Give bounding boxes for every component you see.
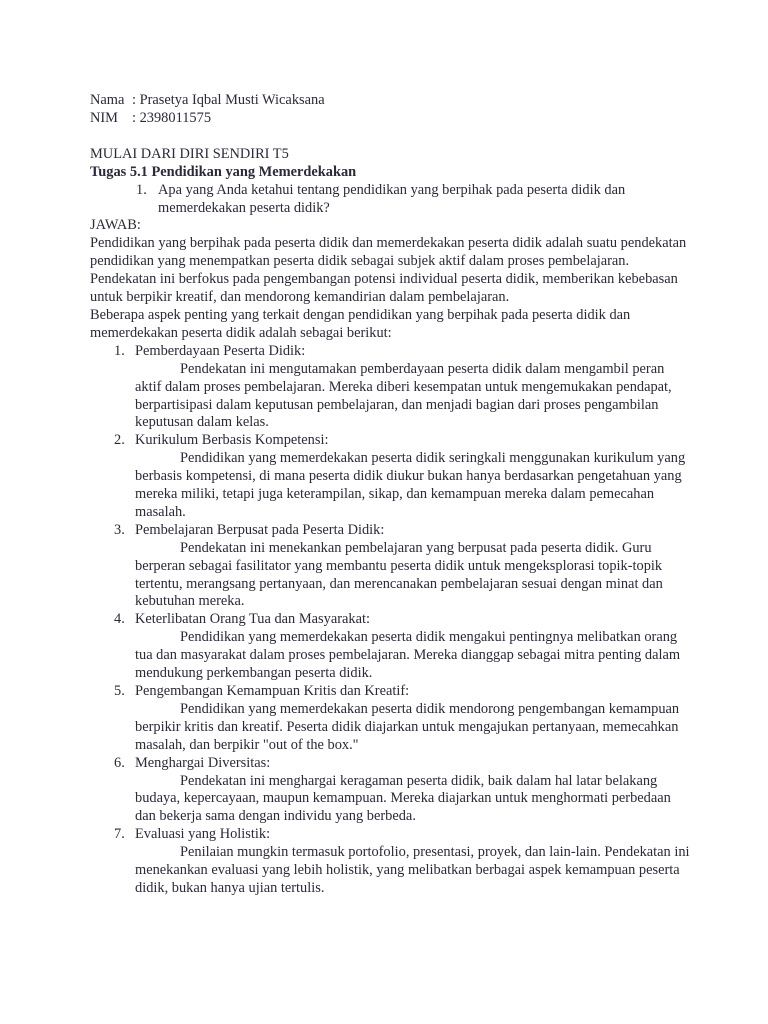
answer-label: JAWAB:: [90, 217, 141, 234]
aspect-number: 2.: [114, 432, 125, 449]
aspect-body: Pendekatan ini menekankan pembelajaran yang berpusat pada peserta didik. Guru berperan sebagai fasilitator yang membantu peserta didik untuk mengeksplorasi topik-topik tertentu, merangsang pertanyaan, dan merencanakan pembelajaran sesuai dengan minat dan kebutuhan mereka.: [135, 539, 663, 610]
name-row: [90, 92, 690, 110]
aspect-item: [90, 611, 690, 683]
aspect-body: Pendekatan ini menghargai keragaman peserta didik, baik dalam hal latar belakang budaya, kepercayaan, maupun kemampuan. Mereka diajarkan untuk menghormati perbedaan dan bekerja sama dengan individu yang berbeda.: [135, 772, 671, 825]
aspect-number: 1.: [114, 342, 125, 359]
name-label: Nama: [90, 92, 125, 108]
aspect-body: Penilaian mungkin termasuk portofolio, presentasi, proyek, dan lain-lain. Pendekatan ini menekankan evaluasi yang lebih holistik, yang melibatkan berbagai aspek kemampuan peserta didik, bukan hanya ujian tertulis.: [135, 844, 690, 896]
aspects-intro: Beberapa aspek penting yang terkait dengan pendidikan yang berpihak pada peserta didik dan memerdekakan peserta didik adalah sebagai berikut:: [90, 306, 631, 341]
question-item: [90, 182, 690, 218]
question-number: 1.: [136, 181, 147, 198]
nim-value: : 2398011575: [132, 109, 212, 126]
aspect-item: [90, 826, 690, 898]
aspect-title: Pengembangan Kemampuan Kritis dan Kreatif:: [135, 683, 410, 699]
aspect-item: [90, 432, 690, 522]
nim-row: [90, 110, 690, 128]
aspect-body: Pendidikan yang memerdekakan peserta didik seringkali menggunakan kurikulum yang berbasis kompetensi, di mana peserta didik diukur bukan hanya berdasarkan pengetahuan yang mereka miliki, tetapi juga keterampilan, sikap, dan kemampuan mereka dalam pemecahan masalah.: [135, 450, 686, 520]
aspect-number: 3.: [114, 521, 125, 538]
nim-label: NIM: [90, 109, 118, 126]
document-content: [90, 92, 690, 898]
name-value: : Prasetya Iqbal Musti Wicaksana: [132, 92, 325, 108]
aspect-item: [90, 683, 690, 755]
subheading: Tugas 5.1 Pendidikan yang Memerdekakan: [90, 163, 357, 180]
aspect-title: Pemberdayaan Peserta Didik:: [135, 342, 306, 359]
aspect-body: Pendekatan ini mengutamakan pemberdayaan peserta didik dalam mengambil peran aktif dalam proses pembelajaran. Mereka diberi kesempatan untuk mengemukakan pendapat, berpartisipasi dalam keputusan pembelajaran, dan menjadi bagian dari proses pengambilan keputusan dalam kelas.: [135, 360, 672, 431]
aspect-number: 5.: [114, 683, 125, 699]
aspect-number: 4.: [114, 611, 125, 628]
aspect-body: Pendidikan yang memerdekakan peserta didik mendorong pengembangan kemampuan berpikir kritis dan kreatif. Peserta didik diajarkan untuk mengajukan pertanyaan, memecahkan masalah, dan berpikir "out of the box.": [135, 700, 680, 753]
spacer: [90, 128, 690, 146]
question-text: Apa yang Anda ketahui tentang pendidikan yang berpihak pada peserta didik dan memerdekakan peserta didik?: [158, 181, 626, 216]
heading: MULAI DARI DIRI SENDIRI T5: [90, 145, 289, 162]
aspect-title: Kurikulum Berbasis Kompetensi:: [135, 432, 329, 449]
aspect-number: 7.: [114, 826, 125, 843]
aspects-list: [90, 343, 690, 898]
aspect-title: Pembelajaran Berpusat pada Peserta Didik:: [135, 521, 385, 538]
intro-paragraph: Pendidikan yang berpihak pada peserta didik dan memerdekakan peserta didik adalah suatu pendekatan pendidikan yang menempatkan peserta didik sebagai subjek aktif dalam proses pembelajaran. Pendekatan ini berfokus pada pengembangan potensi individual peserta didik, memberikan kebebasan untuk berpikir kreatif, dan mendorong kemandirian dalam pembelajaran.: [90, 235, 687, 306]
aspect-body: Pendidikan yang memerdekakan peserta didik mengakui pentingnya melibatkan orang tua dan masyarakat dalam proses pembelajaran. Mereka dianggap sebagai mitra penting dalam mendukung perkembangan peserta didik.: [135, 629, 681, 682]
aspect-item: [90, 755, 690, 827]
aspect-item: [90, 522, 690, 612]
aspect-title: Evaluasi yang Holistik:: [135, 826, 271, 843]
question-list: [90, 182, 690, 218]
aspect-number: 6.: [114, 754, 125, 771]
aspect-title: Menghargai Diversitas:: [135, 754, 271, 771]
aspect-title: Keterlibatan Orang Tua dan Masyarakat:: [135, 611, 370, 628]
aspect-item: [90, 343, 690, 433]
